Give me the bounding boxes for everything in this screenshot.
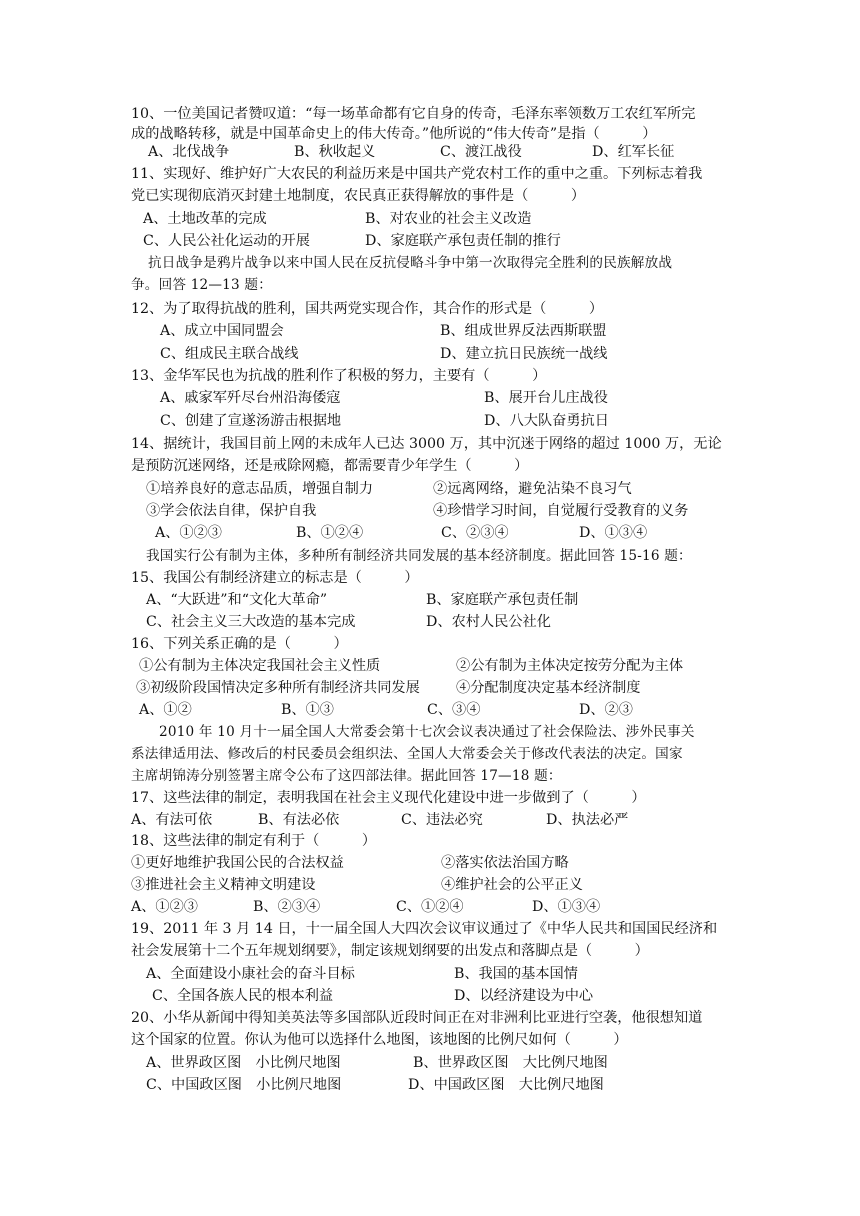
- q14-item-4: ④珍惜学习时间，自觉履行受教育的义务: [433, 503, 689, 519]
- q16-option-b: B、①③: [281, 702, 334, 718]
- q14-item-1: ①培养良好的意志品质，增强自制力: [146, 481, 374, 497]
- q15-option-b: B、家庭联产承包责任制: [426, 592, 579, 608]
- q13-stem: 13、金华军民也为抗战的胜利作了积极的努力，主要有（ ）: [131, 368, 547, 384]
- q18-option-a: A、①②③: [131, 899, 198, 915]
- q13-option-d: D、八大队奋勇抗日: [484, 413, 609, 429]
- q18-item-4: ④维护社会的公平正义: [441, 877, 583, 893]
- q17-option-a: A、有法可依: [131, 812, 213, 828]
- q12-option-b: B、组成世界反法西斯联盟: [440, 323, 607, 339]
- q19-option-d: D、以经济建设为中心: [454, 988, 594, 1004]
- q19-stem-line2: 社会发展第十二个五年规划纲要》，制定该规划纲要的出发点和落脚点是（ ）: [131, 943, 649, 959]
- q16-item-4: ④分配制度决定基本经济制度: [456, 680, 641, 696]
- q12-option-d: D、建立抗日民族统一战线: [440, 346, 608, 362]
- intro-15-16-line1: 我国实行公有制为主体，多种所有制经济共同发展的基本经济制度。据此回答 15-16 题：: [146, 548, 692, 564]
- intro-17-18-line2: 系法律适用法、修改后的村民委员会组织法、全国人大常委会关于修改代表法的决定。国家: [131, 746, 683, 762]
- q16-item-1: ①公有制为主体决定我国社会主义性质: [139, 658, 381, 674]
- q18-option-c: C、①②④: [396, 899, 464, 915]
- q14-item-3: ③学会依法自律，保护自我: [146, 503, 317, 519]
- q13-option-a: A、戚家军歼尽台州沿海倭寇: [160, 390, 341, 406]
- q10-option-b: B、秋收起义: [294, 144, 376, 160]
- q12-stem: 12、为了取得抗战的胜利，国共两党实现合作，其合作的形式是（ ）: [131, 301, 604, 317]
- q18-stem: 18、这些法律的制定有利于（ ）: [131, 833, 377, 849]
- q18-option-b: B、②③④: [253, 899, 321, 915]
- q16-option-a: A、①②: [139, 702, 192, 718]
- q20-stem-line1: 20、小华从新闻中得知美英法等多国部队近段时间正在对非洲利比亚进行空袭，他很想知道: [131, 1010, 703, 1026]
- q14-option-d: D、①③④: [579, 525, 648, 541]
- q16-option-c: C、③④: [427, 702, 481, 718]
- q19-option-b: B、我国的基本国情: [454, 966, 578, 982]
- q11-option-b: B、对农业的社会主义改造: [365, 211, 532, 227]
- q15-stem: 15、我国公有制经济建立的标志是（ ）: [131, 570, 419, 586]
- q11-stem-line1: 11、实现好、维护好广大农民的利益历来是中国共产党农村工作的重中之重。下列标志着我: [131, 166, 703, 182]
- q11-option-d: D、家庭联产承包责任制的推行: [365, 233, 561, 249]
- q14-item-2: ②远离网络，避免沾染不良习气: [433, 481, 632, 497]
- q13-option-b: B、展开台儿庄战役: [484, 390, 608, 406]
- q10-option-a: A、北伐战争: [148, 144, 230, 160]
- q20-option-c: C、中国政区图 小比例尺地图: [146, 1077, 342, 1093]
- q10-option-c: C、渡江战役: [440, 144, 522, 160]
- q20-option-a: A、世界政区图 小比例尺地图: [146, 1055, 341, 1071]
- q18-item-3: ③推进社会主义精神文明建设: [131, 877, 316, 893]
- q15-option-a: A、“大跃进”和“文化大革命”: [146, 592, 328, 608]
- q11-stem-line2: 党已实现彻底消灭封建土地制度，农民真正获得解放的事件是（ ）: [131, 188, 586, 204]
- q11-option-c: C、人民公社化运动的开展: [143, 233, 310, 249]
- q19-stem-line1: 19、2011 年 3 月 14 日，十一届全国人大四次会议审议通过了《中华人民共和国国民经济和: [131, 921, 718, 937]
- q10-stem-line1: 10、一位美国记者赞叹道：“每一场革命都有它自身的传奇，毛泽东率领数万工农红军所完: [131, 106, 696, 122]
- q17-option-d: D、执法必严: [546, 812, 629, 828]
- intro-12-13-line1: 抗日战争是鸦片战争以来中国人民在反抗侵略斗争中第一次取得完全胜利的民族解放战: [148, 255, 673, 271]
- q16-item-2: ②公有制为主体决定按劳分配为主体: [456, 658, 684, 674]
- q13-option-c: C、创建了宣遂汤游击根据地: [160, 413, 342, 429]
- q20-option-b: B、世界政区图 大比例尺地图: [413, 1055, 608, 1071]
- q20-stem-line2: 这个国家的位置。你认为他可以选择什么地图，该地图的比例尺如何（ ）: [131, 1032, 628, 1048]
- q18-item-2: ②落实依法治国方略: [441, 855, 569, 871]
- q17-option-b: B、有法必依: [258, 812, 340, 828]
- q16-item-3: ③初级阶段国情决定多种所有制经济共同发展: [136, 680, 420, 696]
- intro-17-18-line3: 主席胡锦涛分别签署主席令公布了这四部法律。据此回答 17—18 题：: [131, 768, 562, 784]
- q11-option-a: A、土地改革的完成: [143, 211, 267, 227]
- q10-stem-line2: 成的战略转移，就是中国革命史上的伟大传奇。”他所说的“伟大传奇”是指（ ）: [131, 126, 657, 142]
- q20-option-d: D、中国政区图 大比例尺地图: [408, 1077, 604, 1093]
- q16-option-d: D、②③: [579, 702, 633, 718]
- intro-12-13-line2: 争。回答 12—13 题：: [131, 277, 272, 293]
- q18-option-d: D、①③④: [532, 899, 601, 915]
- q17-stem: 17、这些法律的制定，表明我国在社会主义现代化建设中进一步做到了（ ）: [131, 790, 646, 806]
- q15-option-c: C、社会主义三大改造的基本完成: [146, 614, 356, 630]
- q19-option-a: A、全面建设小康社会的奋斗目标: [146, 966, 355, 982]
- q14-option-a: A、①②③: [155, 525, 222, 541]
- q12-option-a: A、成立中国同盟会: [160, 323, 284, 339]
- q18-item-1: ①更好地维护我国公民的合法权益: [131, 855, 344, 871]
- q10-option-d: D、红军长征: [592, 144, 675, 160]
- q15-option-d: D、农村人民公社化: [426, 614, 551, 630]
- q14-stem-line1: 14、据统计，我国目前上网的未成年人已达 3000 万，其中沉迷于网络的超过 1000 万，无论: [131, 436, 722, 452]
- q14-stem-line2: 是预防沉迷网络，还是戒除网瘾，都需要青少年学生（ ）: [131, 458, 529, 474]
- q14-option-c: C、②③④: [441, 525, 509, 541]
- q12-option-c: C、组成民主联合战线: [160, 346, 299, 362]
- q14-option-b: B、①②④: [296, 525, 364, 541]
- q17-option-c: C、违法必究: [401, 812, 483, 828]
- q19-option-c: C、全国各族人民的根本利益: [152, 988, 334, 1004]
- intro-17-18-line1: 2010 年 10 月十一届全国人大常委会第十七次会议表决通过了社会保险法、涉外民事关: [159, 724, 695, 740]
- q16-stem: 16、下列关系正确的是（ ）: [131, 636, 348, 652]
